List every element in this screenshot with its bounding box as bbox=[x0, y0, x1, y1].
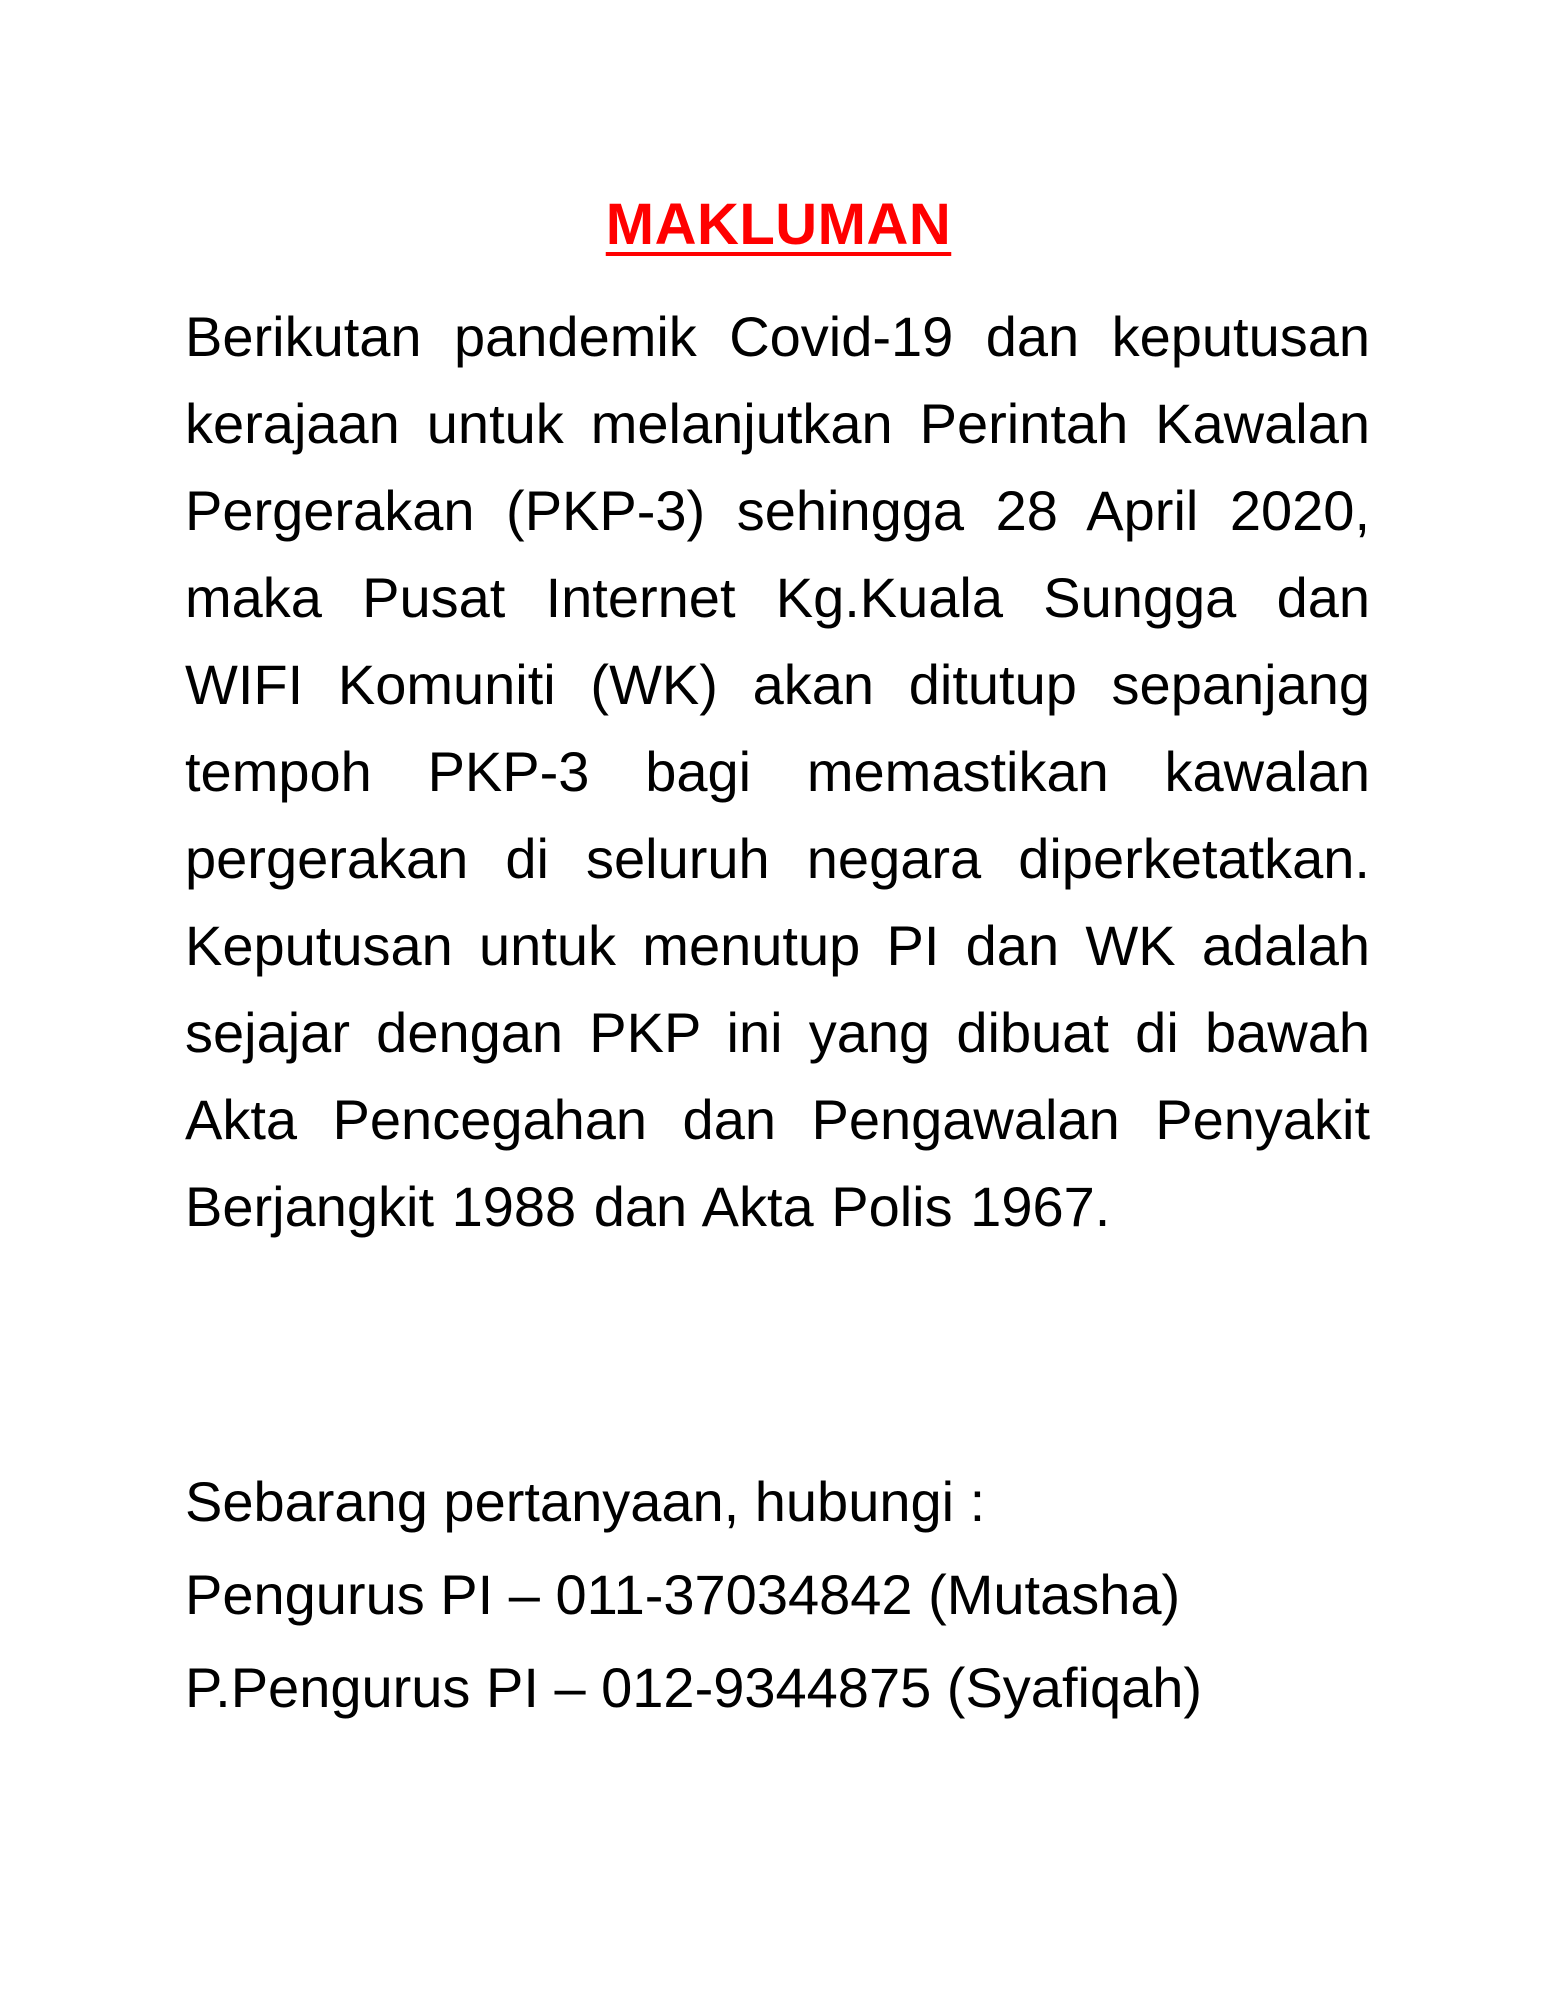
contact-intro: Sebarang pertanyaan, hubungi : bbox=[185, 1470, 986, 1533]
notice-title: MAKLUMAN bbox=[605, 192, 952, 257]
contact-line-assistant-manager: P.Pengurus PI – 012-9344875 (Syafiqah) bbox=[185, 1656, 1203, 1719]
notice-body: Berikutan pandemik Covid-19 dan keputusan kerajaan untuk melanjutkan Perintah Kawalan Pergerakan (PKP-3) sehingga 28 April 2020, maka Pusat Internet Kg.Kuala Sungga dan WIFI Komuniti (WK) akan ditutup sepanjang tempoh PKP-3 bagi memastikan kawalan pergerakan di seluruh negara diperketatkan. Keputusan untuk menutup PI dan WK adalah sejajar dengan PKP ini yang dibuat di bawah Akta Pencegahan dan Pengawalan Penyakit Berjangkit 1988 dan Akta Polis 1967. bbox=[185, 305, 1370, 1238]
contact-line-manager: Pengurus PI – 011-37034842 (Mutasha) bbox=[185, 1563, 1181, 1626]
